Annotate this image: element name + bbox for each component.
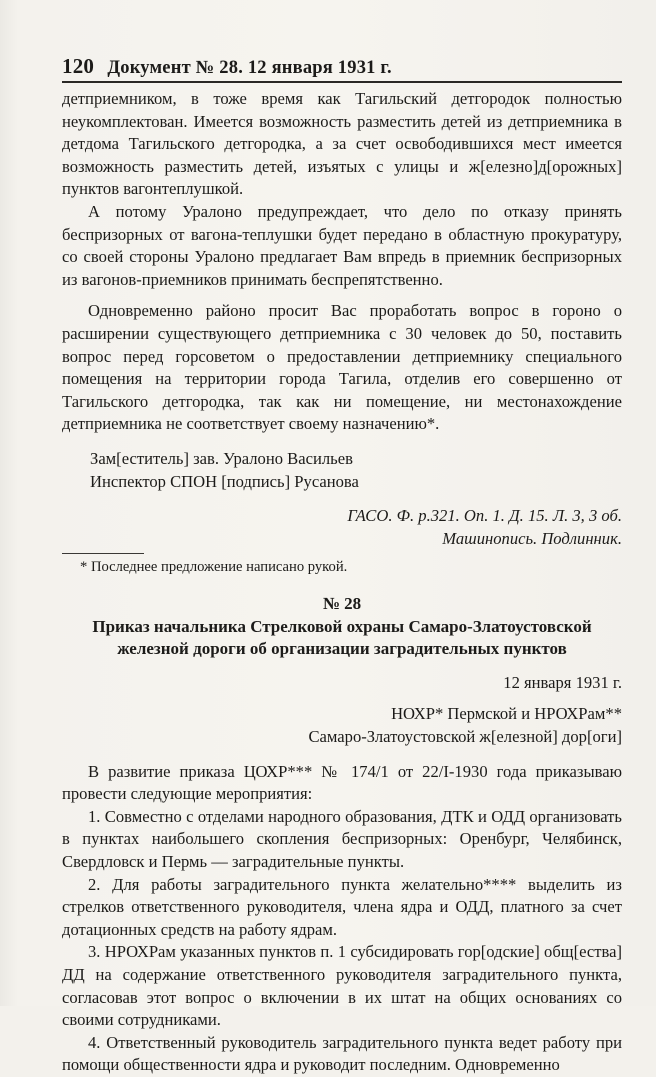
paragraph-request: Одновременно районо просит Вас проработать вопрос в гороно о расширении существующего детприемника с 30 человек до 50, поставить вопрос перед горсоветом о предоставлении детприемнику специального помещения на территории города Тагила, отделив его совершенно от Тагильского детгородка, так как ни помещение, ни местонахождение детприемника не соответствует своему назначению*.	[62, 301, 622, 434]
order-item-2: 2. Для работы заградительного пункта желательно**** выделить из стрелков ответственного руководителя, члена ядра и ОДД, платного за счет дотационных средств на работу ядрам.	[62, 874, 622, 939]
order-item-1: 1. Совместно с отделами народного образования, ДТК и ОДД организовать в пунктах наибольшего скопления беспризорных: Оренбург, Челябинск, Свердловск и Пермь — заградительные пункты.	[62, 806, 622, 872]
signature-inspector: Инспектор СПОН [подпись] Русанова	[90, 471, 359, 491]
paragraph-continuation: детприемником, в тоже время как Тагильский детгородок полностью неукомплектован. Имеется возможность разместить детей из детприемника в детдома Тагильского детгородка, а за счет освободившихся мест имеется возможность разместить детей, изъятых с улицы и ж[елезно]д[орожных] пунктов вагонтеплушкой.	[62, 89, 622, 199]
addressee-line-1: НОХР* Пермской и НРОХРам**	[391, 704, 622, 724]
footnote: * Последнее предложение написано рукой.	[80, 559, 348, 576]
document-date: 12 января 1931 г.	[503, 672, 622, 692]
order-item-4: 4. Ответственный руководитель заградительного пункта ведет работу при помощи общественности ядра и руководит последним. Одновременно	[62, 1032, 622, 1075]
archive-source-type: Машинопись. Подлинник.	[442, 528, 622, 548]
page-number: 120	[62, 54, 95, 78]
running-header	[62, 52, 622, 82]
order-intro: В развитие приказа ЦОХР*** № 174/1 от 22/I-1930 года приказываю провести следующие мероприятия:	[62, 761, 622, 804]
footnote-rule	[62, 553, 144, 554]
running-title: Документ № 28. 12 января 1931 г.	[107, 58, 392, 78]
page-content	[62, 88, 622, 1077]
addressee-line-2: Самаро-Златоустовской ж[елезной] дор[оги]	[308, 727, 622, 747]
document-number: № 28	[322, 594, 362, 614]
archive-source: ГАСО. Ф. р.321. Оп. 1. Д. 15. Л. 3, 3 об.	[347, 506, 622, 526]
order-item-3: 3. НРОХРам указанных пунктов п. 1 субсидировать гор[одские] общ[ества] ДД на содержание ответственного руководителя заградительного пункта, согласовав этот вопрос о включении в их штат на общих основаниях со своими сотрудниками.	[62, 942, 622, 1030]
paragraph-warning: А потому Уралоно предупреждает, что дело по отказу принять беспризорных от вагона-теплушки будет передано в областную прокуратуру, со своей стороны Уралоно предлагает Вам впредь в приемник беспризорных из вагонов-приемников принимать беспрепятственно.	[62, 201, 622, 289]
header-rule	[62, 81, 622, 83]
document-title: Приказ начальника Стрелковой охраны Самаро-Златоустовской железной дороги об организации заградительных пунктов	[92, 616, 592, 658]
signature-deputy: Зам[еститель] зав. Уралоно Васильев	[90, 448, 353, 468]
